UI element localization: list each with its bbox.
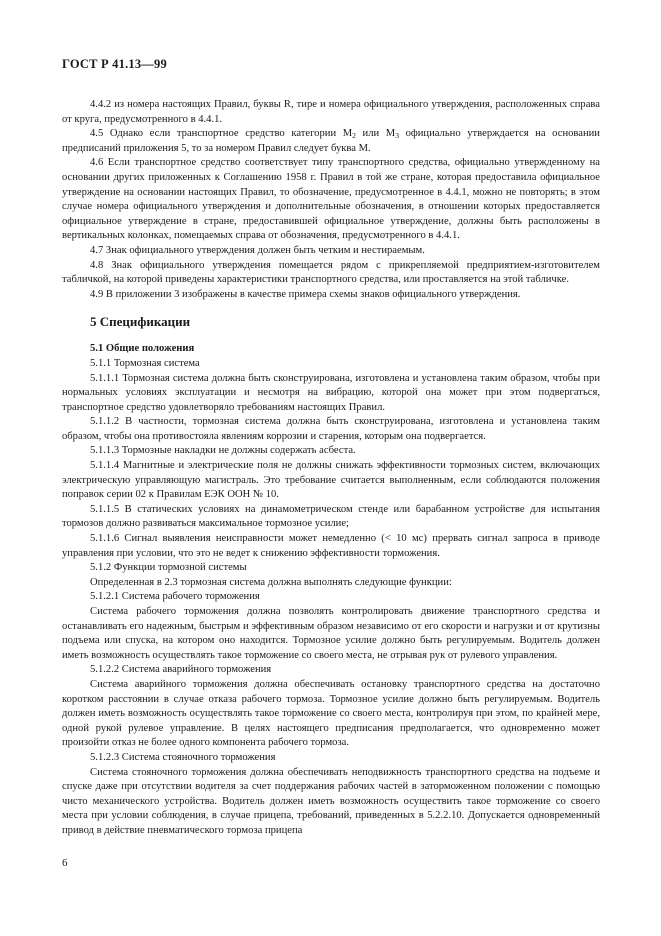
paragraph: 5.1.2.2 Система аварийного торможения	[90, 664, 272, 676]
paragraph: 5.1.1.3 Тормозные накладки не должны содержать асбеста.	[90, 445, 356, 457]
document-header: ГОСТ Р 41.13—99	[62, 57, 167, 71]
paragraph-text: 4.5 Однако если транспортное средство категории М	[90, 128, 353, 140]
paragraph: 5.1.2 Функции тормозной системы	[90, 562, 247, 574]
paragraph: 5.1.1.5 В статических условиях на динамометрическом стенде или барабанном устройстве для испытания тормозов должно развиваться максимальное тормозное усилие;	[62, 503, 600, 530]
section-title: 5 Спецификации	[90, 314, 191, 330]
paragraph: 5.1.2.1 Система рабочего торможения	[90, 591, 260, 603]
paragraph: 4.7 Знак официального утверждения должен быть четким и нестираемым.	[90, 244, 425, 256]
page-number: 6	[62, 857, 68, 869]
paragraph-text: или М	[355, 128, 396, 140]
paragraph: 4.9 В приложении 3 изображены в качестве примера схемы знаков официального утверждения.	[90, 288, 521, 300]
paragraph: 5.1.1.6 Сигнал выявления неисправности может немедленно (< 10 мс) прервать сигнал запроса в приводе управления при условии, что это не ведет к снижению эффективности торможения.	[62, 533, 600, 559]
paragraph: Система рабочего торможения должна позволять контролировать движение транспортного средства и останавливать его надежным, быстрым и эффективным образом независимо от его скорости и нагрузки и от крутизны подъема или спуска, на котором оно находится. Тормозное усилие должно быть регулируемым. Водитель должен иметь возможность осуществлять такое торможение со своего места, не отрывая рук от рулевого управления.	[62, 606, 600, 661]
paragraph: 5.1.1 Тормозная система	[90, 357, 200, 369]
paragraph: 4.8 Знак официального утверждения помещается рядом с прикрепляемой предприятием-изготовителем табличкой, на которой приведены характеристики транспортного средства, или проставляется на этой табличке.	[62, 259, 600, 286]
paragraph: Определенная в 2.3 тормозная система должна выполнять следующие функции:	[90, 576, 452, 588]
paragraph: 5.1.1.2 В частности, тормозная система должна быть сконструирована, изготовлена и установлена таким образом, чтобы она противостояла явлениям коррозии и старения, которым она подвергается.	[62, 416, 600, 442]
subscript: 3	[395, 131, 399, 141]
paragraph-text: официально утверждается на основании предписаний приложения 5, то за номером Правил следует буква М.	[62, 128, 600, 154]
document-body	[62, 98, 600, 839]
paragraph: 4.4.2 из номера настоящих Правил, буквы R, тире и номера официального утверждения, расположенных справа от круга, предусмотренного в 4.4.1.	[62, 99, 600, 125]
paragraph: 4.6 Если транспортное средство соответствует типу транспортного средства, официально утвержденному на основании других приложенных к Соглашению 1958 г. Правил в той же стране, которая предоставила официальное утверждение на основании настоящих Правил, то обозначение, предусмотренное в 4.4.1, можно не повторять; в этом случае номера официального утверждения и дополнительные обозначения, в отношении которых предоставляется официальное утверждение в стране, предоставившей официальное утверждение, должны быть расположены в вертикальных колонках, помещаемых справа от обозначения, предусмотренного в 4.4.1.	[62, 157, 600, 242]
paragraph	[62, 127, 600, 156]
subscript: 2	[352, 131, 356, 141]
paragraph: Система стояночного торможения должна обеспечивать неподвижность транспортного средства на подъеме и спуске даже при отсутствии водителя за счет поддержания рабочих частей в заторможенном положении с помощью чисто механического устройства. Водитель должен иметь возможность осуществить такое торможение со своего места при условии соблюдения, в случае прицепа, требований, приведенных в 5.2.2.10. Допускается одновременный привод в действие пневматического тормоза прицепа	[62, 766, 600, 836]
paragraph: 5.1.1.1 Тормозная система должна быть сконструирована, изготовлена и установлена таким образом, чтобы при нормальных условиях эксплуатации и несмотря на вибрацию, которой она может при этом подвергаться, транспортное средство удовлетворяло требованиям настоящих Правил.	[62, 372, 600, 413]
paragraph: 5.1.2.3 Система стояночного торможения	[90, 751, 276, 763]
paragraph: Система аварийного торможения должна обеспечивать остановку транспортного средства на достаточно коротком расстоянии в случае отказа рабочего тормоза. Тормозное усилие должно быть регулируемым. Водитель должен иметь возможность осуществлять такое торможение со своего места, контролируя при этом, по крайней мере, одной рукой рулевое управление. В целях настоящего предписания предполагается, что одновременно может произойти отказ не более одного компонента рабочего тормоза.	[62, 678, 600, 749]
paragraph: 5.1.1.4 Магнитные и электрические поля не должны снижать эффективности тормозных систем, включающих электрическую управляющую магистраль. Это требование считается выполненным, если соблюдаются положения поправок серии 02 к Правилам ЕЭК ООН № 10.	[62, 460, 600, 501]
subsection-title: 5.1 Общие положения	[90, 343, 195, 355]
